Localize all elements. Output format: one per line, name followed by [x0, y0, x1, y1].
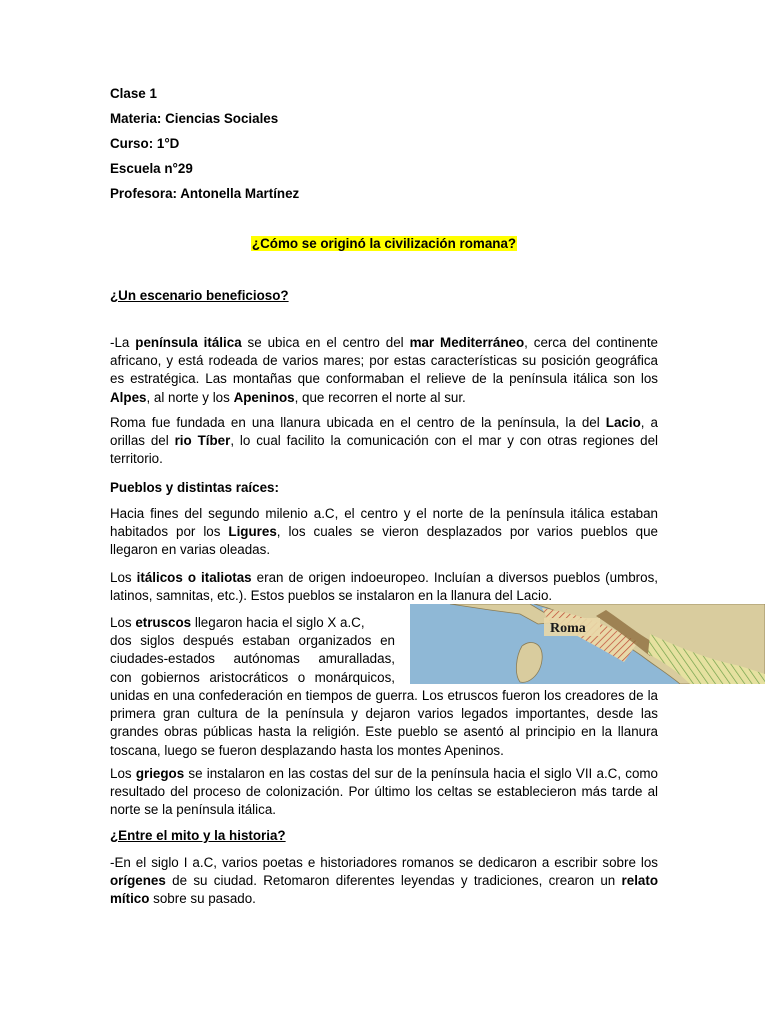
heading-pueblos: Pueblos y distintas raíces: [110, 480, 279, 495]
paragraph-etruscos-lines: Los etruscos llegaron hacia el siglo X a.C, dos siglos después estaban organizados en ciudades-estados autónomas amuralladas, con gobiernos aristocráticos o monárquicos, [110, 615, 395, 685]
document-title [0, 236, 768, 251]
class-number: Clase 1 [110, 86, 157, 101]
map-italy [410, 604, 765, 684]
map-label-roma: Roma [550, 621, 586, 636]
paragraph-peninsula-full: -La península itálica se ubica en el centro del mar Mediterráneo, cerca del continente africano, y está rodeada de varios mares; por estas características su posición geográfica es estratégica. Las montañas que conformaban el relieve de la península itálica son los Alpes, al norte y los Apeninos, que recorren el norte al sur. [110, 334, 658, 407]
paragraph-italicos: Los itálicos o italiotas eran de origen indoeuropeo. Incluían a diversos pueblos (umbros, latinos, samnitas, etc.). Estos pueblos se instalaron en la llanura del Lacio. [110, 570, 659, 604]
heading-escenario: ¿Un escenario beneficioso? [110, 288, 289, 303]
paragraph-etruscos-rest: unidas en una confederación en tiempos de guerra. Los etruscos fueron los creadores de la primera gran cultura de la península y dejaron varios legados importantes, desde las grandes obras públicas hasta la religión. Este pueblo se asentó al principio en la llanura toscana, luego se fueron desplazando hasta los montes Apeninos. [110, 688, 658, 758]
paragraph-mito: -En el siglo I a.C, varios poetas e historiadores romanos se dedicaron a escribir sobre los orígenes de su ciudad. Retomaron diferentes leyendas y tradiciones, crearon un relato mítico sobre su pasado. [110, 855, 658, 907]
paragraph-roma: Roma fue fundada en una llanura ubicada en el centro de la península, la del Lacio, a orillas del rio Tíber, lo cual facilito la comunicación con el mar y con otras regiones del territorio. [110, 415, 659, 467]
school: Escuela n°29 [110, 161, 193, 176]
teacher: Profesora: Antonella Martínez [110, 186, 300, 201]
heading-mito: ¿Entre el mito y la historia? [110, 828, 286, 843]
paragraph-ligures: Hacia fines del segundo milenio a.C, el centro y el norte de la península itálica estaban habitados por los Ligures, los cuales se vieron desplazados por varios pueblos que llegaron en varias oleadas. [110, 506, 658, 558]
course: Curso: 1°D [110, 136, 180, 151]
title-highlight: ¿Cómo se originó la civilización romana? [251, 236, 517, 251]
subject: Materia: Ciencias Sociales [110, 111, 279, 126]
paragraph-griegos: Los griegos se instalaron en las costas del sur de la península hacia el siglo VII a.C, como resultado del proceso de colonización. Por último los celtas se establecieron más tarde al norte se la península itálica. [110, 766, 659, 818]
